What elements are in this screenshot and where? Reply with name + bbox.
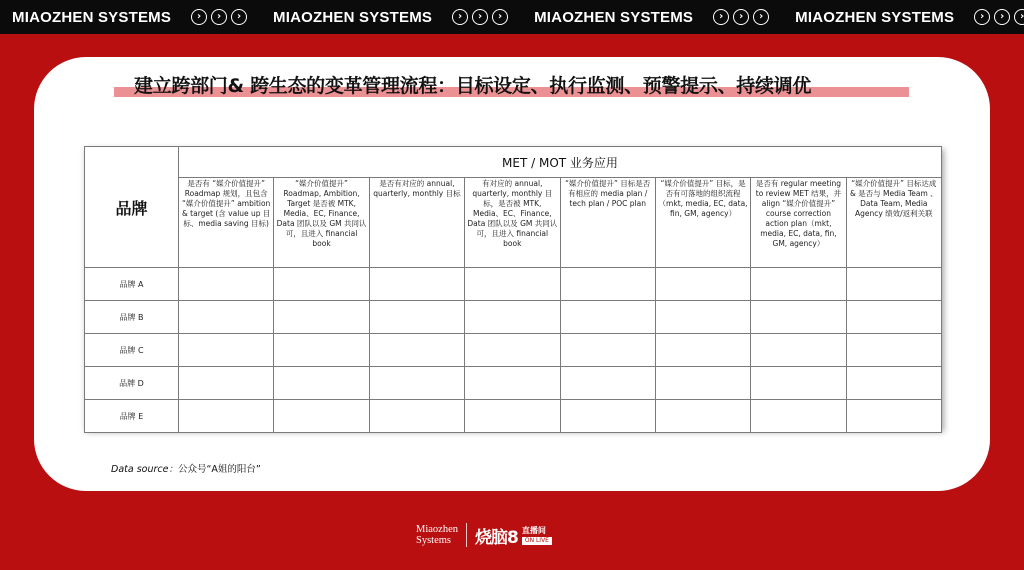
column-header: “媒介价值提升” 目标是否有相应的 media plan / tech plan / POC plan bbox=[560, 178, 655, 268]
footer-logos bbox=[416, 519, 552, 551]
table-cell bbox=[846, 268, 941, 301]
banner-brand-text: MIAOZHEN SYSTEMS bbox=[534, 8, 694, 26]
arrow-right-icon: › bbox=[713, 9, 729, 25]
banner-brand-text: MIAOZHEN SYSTEMS bbox=[273, 8, 433, 26]
table-cell bbox=[655, 367, 750, 400]
top-banner bbox=[0, 0, 1024, 34]
table-cell bbox=[655, 400, 750, 433]
table-cell bbox=[846, 400, 941, 433]
data-source-label: Data source： bbox=[111, 464, 178, 475]
arrow-right-icon: › bbox=[1014, 9, 1024, 25]
table-cell bbox=[369, 367, 464, 400]
live-show-logo bbox=[475, 523, 552, 548]
brand-column-header: 品牌 bbox=[85, 147, 179, 268]
met-mot-table bbox=[84, 146, 942, 433]
arrow-right-icon: › bbox=[231, 9, 247, 25]
logo-divider bbox=[466, 523, 467, 547]
table-cell bbox=[465, 367, 560, 400]
banner-brand-text: MIAOZHEN SYSTEMS bbox=[795, 8, 955, 26]
arrow-right-icon: › bbox=[191, 9, 207, 25]
arrow-right-icon: › bbox=[994, 9, 1010, 25]
table-cell bbox=[751, 367, 846, 400]
column-header: 是否有对应的 annual, quarterly, monthly 目标 bbox=[369, 178, 464, 268]
banner-brand-group bbox=[534, 9, 769, 26]
table-row bbox=[85, 367, 942, 400]
banner-arrows bbox=[191, 9, 247, 25]
table-cell bbox=[465, 400, 560, 433]
table-cell bbox=[274, 367, 369, 400]
table-cell bbox=[369, 334, 464, 367]
arrow-right-icon: › bbox=[974, 9, 990, 25]
table-cell bbox=[655, 301, 750, 334]
banner-arrows bbox=[974, 9, 1024, 25]
table-cell bbox=[846, 301, 941, 334]
live-show-logo-side bbox=[522, 525, 552, 545]
table-cell bbox=[179, 400, 274, 433]
table-cell bbox=[655, 334, 750, 367]
column-header: “媒介价值提升” Roadmap, Ambition, Target 是否被 MTK, Media、EC, Finance, Data 团队以及 GM 共同认可，且进入 financial book bbox=[274, 178, 369, 268]
column-header: “媒介价值提升” 目标达成 & 是否与 Media Team 、 Data Team, Media Agency 绩效/返利关联 bbox=[846, 178, 941, 268]
table-cell bbox=[560, 301, 655, 334]
table-cell bbox=[560, 268, 655, 301]
arrow-right-icon: › bbox=[753, 9, 769, 25]
banner-brand-group bbox=[795, 9, 1024, 26]
banner-brand-group bbox=[12, 9, 247, 26]
table-cell bbox=[465, 301, 560, 334]
arrow-right-icon: › bbox=[733, 9, 749, 25]
column-header-row bbox=[85, 178, 942, 268]
miaozhen-logo-line1: Miaozhen bbox=[416, 524, 458, 535]
table-row bbox=[85, 400, 942, 433]
data-source-value: 公众号“A姐的阳台” bbox=[177, 464, 261, 475]
banner-arrows bbox=[452, 9, 508, 25]
banner-brand-text: MIAOZHEN SYSTEMS bbox=[12, 8, 172, 26]
section-header: MET / MOT 业务应用 bbox=[179, 147, 942, 178]
table-row bbox=[85, 268, 942, 301]
table-row bbox=[85, 301, 942, 334]
table-cell bbox=[465, 334, 560, 367]
table-cell bbox=[751, 334, 846, 367]
slide-title: 建立跨部门& 跨生态的变革管理流程：目标设定、执行监测、预警提示、持续调优 bbox=[134, 75, 812, 97]
column-header: 是否有 “媒介价值提升” Roadmap 规划，且包含 “媒介价值提升” ambition & target (含 value up 目标、media saving 目标) bbox=[179, 178, 274, 268]
data-source-note bbox=[111, 461, 261, 475]
table-cell bbox=[179, 268, 274, 301]
row-label: 品牌 A bbox=[85, 268, 179, 301]
column-header: 是否有 regular meeting to review MET 结果，并 align “媒介价值提升” course correction action plan（mkt, media, EC, data, fin, GM, agency） bbox=[751, 178, 846, 268]
table-cell bbox=[274, 400, 369, 433]
miaozhen-logo-line2: Systems bbox=[416, 535, 452, 546]
arrow-right-icon: › bbox=[472, 9, 488, 25]
table-row bbox=[85, 334, 942, 367]
table-cell bbox=[751, 268, 846, 301]
miaozhen-logo bbox=[416, 524, 458, 546]
table-cell bbox=[560, 400, 655, 433]
table-cell bbox=[179, 301, 274, 334]
slide-card bbox=[34, 57, 990, 491]
row-label: 品牌 B bbox=[85, 301, 179, 334]
table-cell bbox=[179, 334, 274, 367]
live-show-logo-main: 烧脑8 bbox=[475, 527, 518, 548]
table-cell bbox=[369, 301, 464, 334]
table-cell bbox=[369, 268, 464, 301]
arrow-right-icon: › bbox=[211, 9, 227, 25]
arrow-right-icon: › bbox=[492, 9, 508, 25]
banner-arrows bbox=[713, 9, 769, 25]
column-header: 有对应的 annual, quarterly, monthly 目标，是否被 MTK, Media、EC、Finance, Data 团队以及 GM 共同认可，且进入 financial book bbox=[465, 178, 560, 268]
table-cell bbox=[274, 268, 369, 301]
table-cell bbox=[846, 367, 941, 400]
table-cell bbox=[274, 334, 369, 367]
live-show-logo-sub: ON LIVE bbox=[522, 537, 552, 545]
table-cell bbox=[179, 367, 274, 400]
table-cell bbox=[465, 268, 560, 301]
arrow-right-icon: › bbox=[452, 9, 468, 25]
table-cell bbox=[560, 367, 655, 400]
row-label: 品牌 E bbox=[85, 400, 179, 433]
table-cell bbox=[751, 301, 846, 334]
row-label: 品牌 C bbox=[85, 334, 179, 367]
banner-brand-group bbox=[273, 9, 508, 26]
table-cell bbox=[369, 400, 464, 433]
row-label: 品牌 D bbox=[85, 367, 179, 400]
table-cell bbox=[751, 400, 846, 433]
table-cell bbox=[846, 334, 941, 367]
table-cell bbox=[560, 334, 655, 367]
live-show-logo-tag: 直播间 bbox=[521, 526, 546, 535]
met-mot-table-container bbox=[84, 146, 942, 429]
table-cell bbox=[274, 301, 369, 334]
column-header: “媒介价值提升” 目标，是否有可落地的组织流程（mkt, media, EC, data, fin, GM, agency） bbox=[655, 178, 750, 268]
table-cell bbox=[655, 268, 750, 301]
